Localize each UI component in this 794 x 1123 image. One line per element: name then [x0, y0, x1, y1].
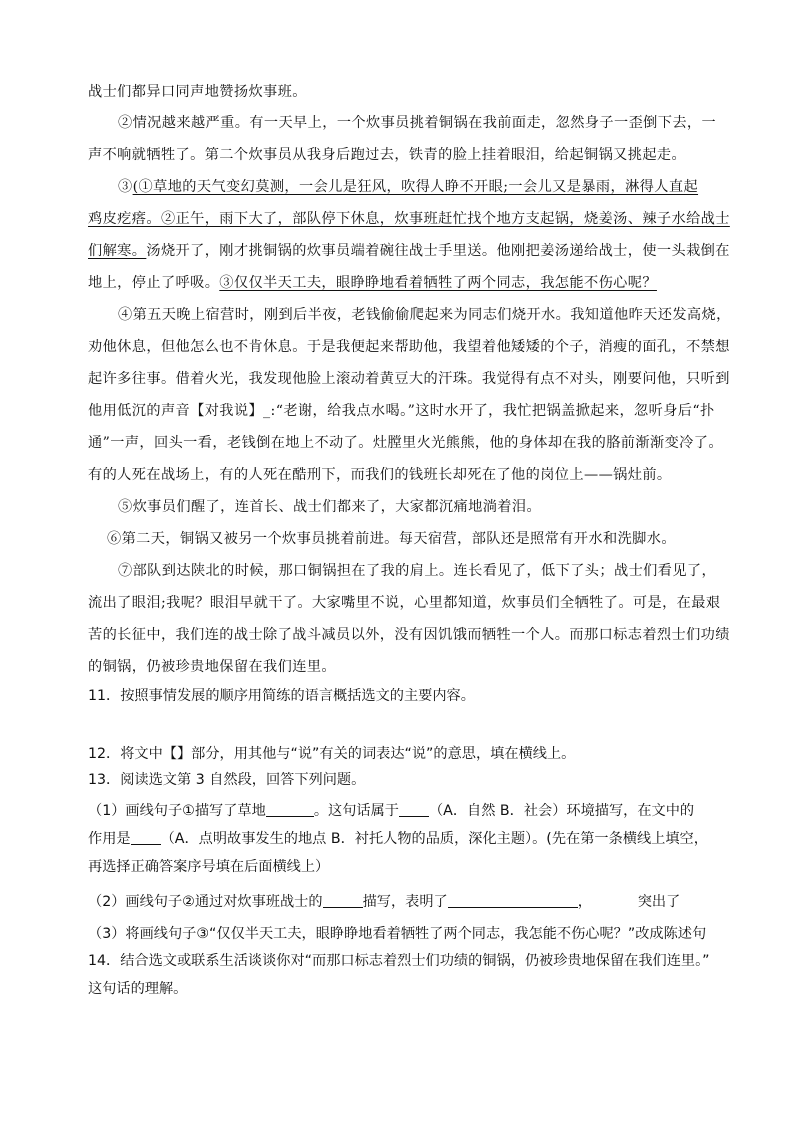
answer-blank[interactable] [448, 892, 578, 908]
question-14: 14．结合选文或联系生活谈谈你对“而那口标志着烈士们功绩的铜锅，仍被珍贵地保留在我们连里。” [88, 953, 710, 969]
answer-blank[interactable] [399, 801, 429, 817]
passage-line [88, 241, 730, 261]
passage-line [88, 273, 657, 293]
question-text: （A．自然 B．社会）环境描写，在文中的 [428, 803, 695, 819]
question-13-1-note: 再选择正确答案序号填在后面横线上） [88, 859, 330, 875]
question-11: 11．按照事情发展的顺序用简练的语言概括选文的主要内容。 [88, 688, 475, 704]
paragraph-7: ⑦部队到达陕北的时候，那口铜锅担在了我的肩上。连长看见了，低下了头；战士们看见了， [118, 563, 717, 579]
paragraph-4: ④第五天晚上宿营时，刚到后半夜，老钱偷偷爬起来为同志们烧开水。我知道他昨天还发高烧， [118, 307, 731, 323]
underlined-sentence-1: (①草地的天气变幻莫测，一会儿是狂风，吹得人睁不开眼;一会儿又是暴雨，淋得人直起 [132, 179, 699, 195]
passage-line: 通”一声，回头一看，老钱倒在地上不动了。灶膛里火光熊熊，他的身体却在我的胳前渐渐变冷了。 [88, 435, 723, 451]
passage-line: 他用低沉的声音【对我说】_:“老谢，给我点水喝。”这时水开了，我忙把锅盖掀起来，忽听身后“扑 [88, 403, 715, 419]
paragraph-2: ②情况越来越严重。有一天早上，一个炊事员挑着铜锅在我前面走，忽然身子一歪倒下去，一 [118, 115, 717, 131]
question-text: 突出了 [637, 894, 681, 910]
question-text: （2）画线句子②通过对炊事班战士的 [88, 894, 323, 910]
passage-line: 战士们都异口同声地赞扬炊事班。 [88, 84, 307, 100]
paragraph-number: ③ [118, 179, 133, 195]
question-text: 。这句话属于 [313, 803, 399, 819]
question-13-1-cont [88, 829, 708, 849]
question-text: （1）画线句子①描写了草地 [88, 803, 266, 819]
paragraph-5: ⑤炊事员们醒了，连首长、战士们都来了，大家都沉痛地淌着泪。 [118, 499, 542, 515]
answer-blank[interactable] [131, 829, 161, 845]
passage-line: 流出了眼泪;我呢？眼泪早就干了。大家嘴里不说，心里都知道，炊事员们全牺牲了。可是，在最艰 [88, 595, 721, 611]
question-13: 13．阅读选文第 3 自然段，回答下列问题。 [88, 772, 366, 788]
question-text: （A．点明故事发生的地点 B．衬托人物的品质，深化主题）。(先在第一条横线上填空， [160, 831, 708, 847]
passage-line: 声不响就牺牲了。第二个炊事员从我身后跑过去，铁青的脸上挂着眼泪，给起铜锅又挑起走。 [88, 147, 687, 163]
question-13-3: （3）将画线句子③“仅仅半天工夫，眼睁睁地看着牺牲了两个同志，我怎能不伤心呢？”改成陈述句 [88, 926, 707, 942]
answer-blank[interactable] [266, 801, 314, 817]
question-13-2 [88, 892, 680, 912]
underlined-sentence-2: 鸡皮疙瘩。②正午，雨下大了，部队停下休息，炊事班赶忙找个地方支起锅，烧姜汤、辣子水给战士 [88, 211, 730, 227]
underlined-sentence-2-end: 们解寒。 [88, 243, 147, 259]
question-text: ， [577, 894, 592, 910]
passage-text: 汤烧开了，刚才挑铜锅的炊事员端着碗往战士手里送。他刚把姜汤递给战士，使一头栽倒在 [146, 243, 730, 259]
passage-line: 起许多往事。借着火光，我发现他脸上滚动着黄豆大的汗珠。我觉得有点不对头，刚要问他，只听到 [88, 371, 730, 387]
paragraph-3 [118, 177, 698, 197]
passage-line: 劝他休息，但他怎么也不肯休息。于是我便起来帮助他，我望着他矮矮的个子，消瘦的面孔，不禁想 [88, 339, 730, 355]
question-text: 描写，表明了 [362, 894, 448, 910]
passage-line: 苦的长征中，我们连的战士除了战斗减员以外，没有因饥饿而牺牲一个人。而那口标志着烈士们功绩 [88, 627, 730, 643]
question-12: 12．将文中【】部分，用其他与“说”有关的词表达“说”的意思，填在横线上。 [88, 746, 576, 762]
answer-blank[interactable] [323, 892, 363, 908]
question-14-cont: 这句话的理解。 [88, 981, 188, 997]
question-text: 作用是 [88, 831, 131, 847]
underlined-sentence-3: ③仅仅半天工夫，眼睁睁地看着牺牲了两个同志，我怎能不伤心呢？ [219, 275, 657, 291]
paragraph-6: ⑥第二天，铜锅又被另一个炊事员挑着前进。每天宿营，部队还是照常有开水和洗脚水。 [107, 531, 676, 547]
passage-text: 地上，停止了呼吸。 [88, 275, 220, 291]
passage-line: 有的人死在战场上，有的人死在酷刑下，而我们的钱班长却死在了他的岗位上——锅灶前。 [88, 467, 672, 483]
passage-line: 的铜锅，仍被珍贵地保留在我们连里。 [88, 659, 336, 675]
question-13-1 [88, 801, 694, 821]
